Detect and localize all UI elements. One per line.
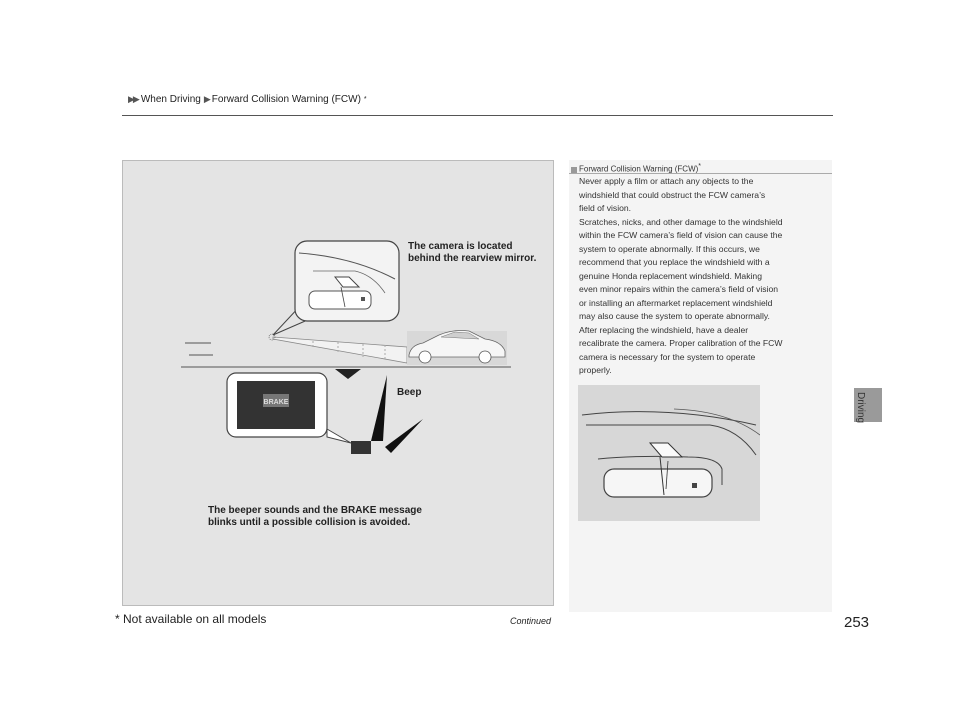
sound-wave-icon: [371, 375, 387, 441]
double-arrow-icon: ▶▶: [128, 94, 138, 104]
breadcrumb-item-driving[interactable]: When Driving: [140, 94, 201, 105]
reference-icon: [571, 167, 577, 173]
down-triangle-icon: [335, 369, 361, 379]
rearview-mirror-callout: [273, 241, 399, 335]
section-label: Driving: [855, 392, 866, 424]
arrow-icon: ▶: [203, 94, 209, 104]
page-number: 253: [844, 614, 870, 631]
beeper-message: The beeper sounds and the BRAKE message blinks until a possible collision is avoided.: [208, 505, 422, 528]
camera-beam-icon: [273, 337, 407, 363]
camera-callout-text: The camera is located behind the rearview mirror.: [408, 241, 537, 264]
notes-panel: [569, 160, 832, 612]
beeper-icon: [351, 441, 371, 454]
fcw-illustration: [122, 160, 554, 606]
asterisk: *: [363, 96, 367, 103]
car-ahead-icon: [407, 331, 507, 366]
footnote: * Not available on all models: [115, 612, 267, 626]
header-rule: [122, 115, 833, 116]
beep-label: Beep: [397, 387, 422, 398]
brake-display-text: BRAKE: [263, 399, 289, 406]
instrument-display-callout: [227, 369, 423, 454]
notes-body: Never apply a film or attach any objects to the windshield that could obstruct the FCW camera’s field of vision. Scratches, nicks, and other damage to the windshield within the FCW camera’s field of vision can cause the system to operate abnormally. If this occurs, we recommend that you replace the windshield with a genuine Honda replacement windshield. Making even minor repairs within the camera’s field of vision or installing an aftermarket replacement windshield may also cause the system to operate abnormally. After replacing the windshield, have a dealer recalibrate the camera. Proper calibration of the FCW camera is necessary for the system to operate properly.: [579, 176, 783, 375]
fcw-diagram: [123, 161, 555, 607]
continued-label: Continued: [510, 616, 552, 626]
breadcrumb-item-fcw[interactable]: Forward Collision Warning (FCW): [211, 94, 361, 105]
mirror-photo: [578, 385, 760, 521]
breadcrumb: [128, 94, 367, 105]
notes-title: Forward Collision Warning (FCW)*: [569, 160, 832, 174]
sound-wave-icon: [385, 419, 423, 453]
